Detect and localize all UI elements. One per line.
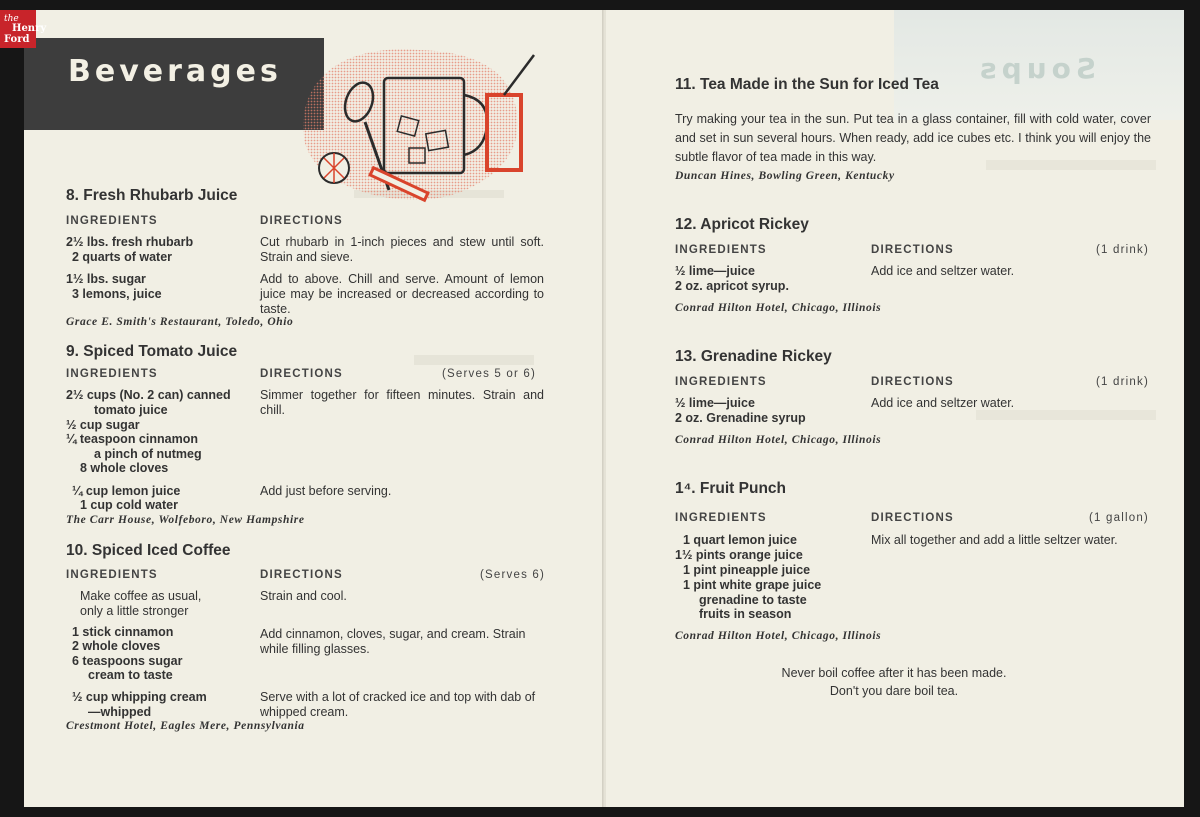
henry-ford-logo: the Henry Ford <box>0 10 36 48</box>
recipe-10-directions-label: DIRECTIONS <box>260 569 343 581</box>
recipe-12-serves: (1 drink) <box>1096 244 1149 256</box>
recipe-8-title: 8. Fresh Rhubarb Juice <box>66 187 238 204</box>
ingredient: fruits in season <box>699 607 792 621</box>
recipe-10-ingredients-label: INGREDIENTS <box>66 569 158 581</box>
recipe-14-ingredients-label: INGREDIENTS <box>675 512 767 524</box>
show-through-band <box>894 10 1184 120</box>
ingredient: 2 quarts of water <box>72 250 173 264</box>
ingredient: —whipped <box>88 705 152 719</box>
recipe-10-title: 10. Spiced Iced Coffee <box>66 542 231 559</box>
ingredient: 2 oz. apricot syrup. <box>675 279 789 293</box>
recipe-9-serves: (Serves 5 or 6) <box>442 368 537 380</box>
ingredient: 2½ cups (No. 2 can) canned <box>66 388 231 402</box>
recipe-13-source: Conrad Hilton Hotel, Chicago, Illinois <box>675 434 882 446</box>
ingredient: ¼ teaspoon cinnamon <box>66 432 198 446</box>
ingredient: ½ cup whipping cream <box>72 690 207 704</box>
ingredient: ½ cup sugar <box>66 418 140 432</box>
ingredient: tomato juice <box>94 403 168 417</box>
ingredient: only a little stronger <box>80 604 189 618</box>
direction: Strain and cool. <box>260 589 347 603</box>
ingredient: 2 oz. Grenadine syrup <box>675 411 806 425</box>
ingredient: grenadine to taste <box>699 593 807 607</box>
ingredient: 1½ pints orange juice <box>675 548 803 562</box>
recipe-11-source: Duncan Hines, Bowling Green, Kentucky <box>675 170 895 182</box>
recipe-9-directions-label: DIRECTIONS <box>260 368 343 380</box>
recipe-13-directions-label: DIRECTIONS <box>871 376 954 388</box>
recipe-11-body: Try making your tea in the sun. Put tea in a glass container, fill with cold water, cover and set in sun several hours. When ready, add ice cubes etc. I think you will enjoy the subtle flavor of tea made in this way. <box>675 112 1151 164</box>
recipe-9-ingredients-label: INGREDIENTS <box>66 368 158 380</box>
direction: Add just before serving. <box>260 484 392 498</box>
ingredient: 1 cup cold water <box>80 498 178 512</box>
recipe-14-source: Conrad Hilton Hotel, Chicago, Illinois <box>675 630 882 642</box>
recipe-12-ingredients-label: INGREDIENTS <box>675 244 767 256</box>
ingredient: cream to taste <box>88 668 173 682</box>
drink-illustration <box>289 40 539 215</box>
right-page <box>606 10 1184 807</box>
recipe-8-directions-label: DIRECTIONS <box>260 215 343 227</box>
ingredient: 1 stick cinnamon <box>72 625 174 639</box>
recipe-14-title: 1⁴. Fruit Punch <box>675 480 787 497</box>
ingredient: a pinch of nutmeg <box>94 447 202 461</box>
show-through-title: Soups <box>974 52 1096 85</box>
recipe-12-source: Conrad Hilton Hotel, Chicago, Illinois <box>675 302 882 314</box>
direction: Add to above. Chill and serve. Amount of lemon juice may be increased or decreased according to taste. <box>260 272 544 316</box>
direction: Add ice and seltzer water. <box>871 264 1015 278</box>
recipe-8-source: Grace E. Smith's Restaurant, Toledo, Ohio <box>66 316 294 328</box>
section-title: Beverages <box>68 54 282 89</box>
ingredient: 2½ lbs. fresh rhubarb <box>66 235 194 249</box>
recipe-8-ingredients-label: INGREDIENTS <box>66 215 158 227</box>
ingredient: 6 teaspoons sugar <box>72 654 183 668</box>
direction: Add ice and seltzer water. <box>871 396 1015 410</box>
recipe-12-title: 12. Apricot Rickey <box>675 216 809 233</box>
recipe-11-title: 11. Tea Made in the Sun for Iced Tea <box>675 76 939 93</box>
direction: Add cinnamon, cloves, sugar, and cream. Strain while filling glasses. <box>260 627 526 656</box>
ingredient: 8 whole cloves <box>80 461 169 475</box>
footer-note-line2: Don't you dare boil tea. <box>829 684 959 698</box>
recipe-13-serves: (1 drink) <box>1096 376 1149 388</box>
recipe-14-directions-label: DIRECTIONS <box>871 512 954 524</box>
direction: Simmer together for fifteen minutes. Strain and chill. <box>260 388 544 417</box>
footer-note-line1: Never boil coffee after it has been made. <box>781 666 1007 680</box>
ingredient: 1 quart lemon juice <box>683 533 797 547</box>
ingredient: ½ lime—juice <box>675 264 755 278</box>
direction: Serve with a lot of cracked ice and top with dab of whipped cream. <box>260 690 536 719</box>
recipe-12-directions-label: DIRECTIONS <box>871 244 954 256</box>
recipe-9-source: The Carr House, Wolfeboro, New Hampshire <box>66 514 305 526</box>
recipe-13-title: 13. Grenadine Rickey <box>675 348 832 365</box>
recipe-9-title: 9. Spiced Tomato Juice <box>66 343 238 360</box>
recipe-13-ingredients-label: INGREDIENTS <box>675 376 767 388</box>
recipe-10-source: Crestmont Hotel, Eagles Mere, Pennsylvania <box>66 720 305 732</box>
ingredient: 1½ lbs. sugar <box>66 272 146 286</box>
direction: Mix all together and add a little seltzer water. <box>871 533 1118 547</box>
ingredient: ¼ cup lemon juice <box>72 484 181 498</box>
ingredient: ½ lime—juice <box>675 396 755 410</box>
ingredient: 2 whole cloves <box>72 639 161 653</box>
recipe-14-serves: (1 gallon) <box>1089 512 1149 524</box>
left-page <box>24 10 604 807</box>
ingredient: 3 lemons, juice <box>72 287 162 301</box>
ingredient: 1 pint white grape juice <box>683 578 822 592</box>
direction: Cut rhubarb in 1-inch pieces and stew until soft. Strain and sieve. <box>260 235 544 264</box>
ingredient: Make coffee as usual, <box>80 589 202 603</box>
recipe-10-serves: (Serves 6) <box>480 569 546 581</box>
ingredient: 1 pint pineapple juice <box>683 563 811 577</box>
section-band <box>24 38 324 130</box>
